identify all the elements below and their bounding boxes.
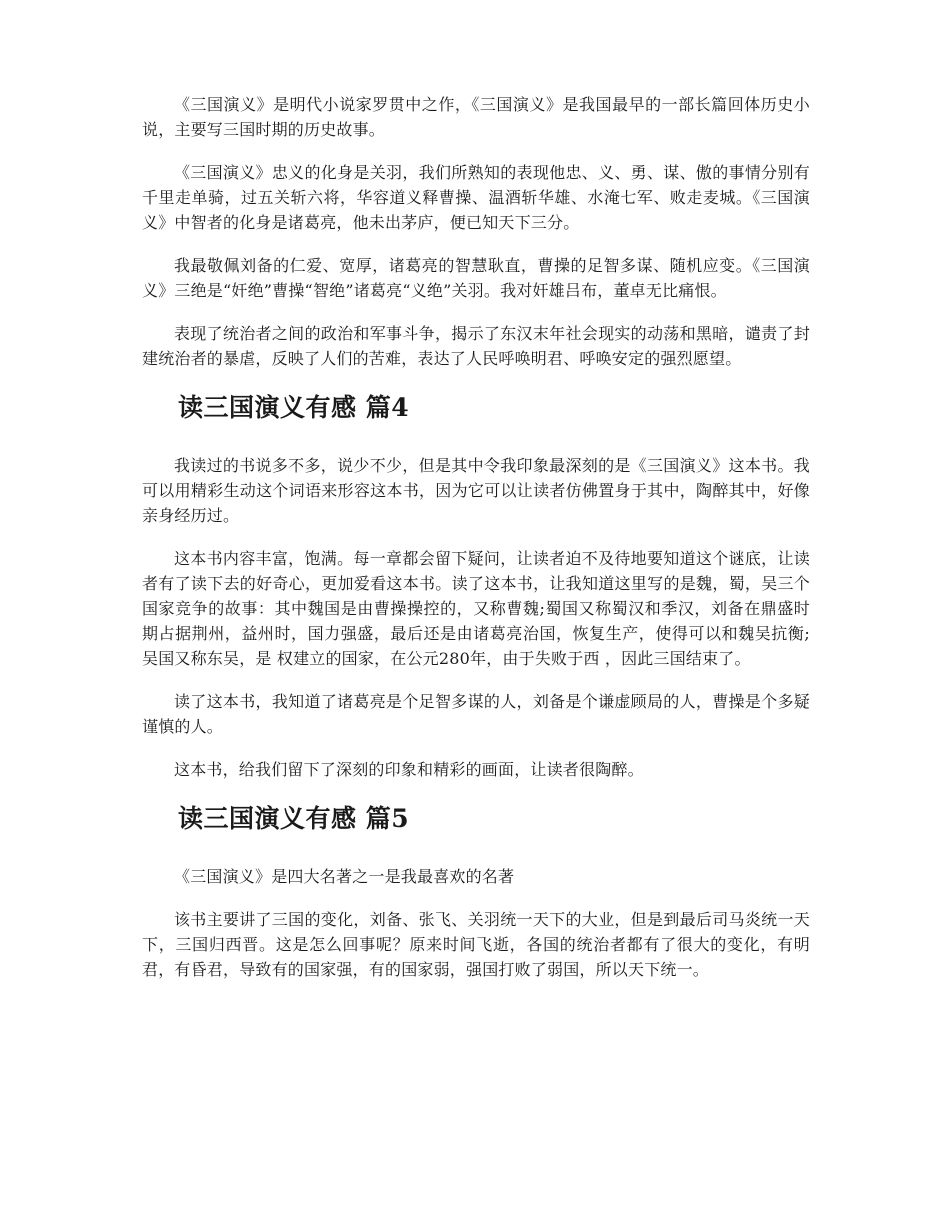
section-heading: 读三国演义有感 篇5 [178, 804, 410, 833]
paragraph: 我读过的书说多不多，说少不少，但是其中令我印象最深刻的是《三国演义》这本书。我可以用精彩生动这个词语来形容这本书，因为它可以让读者仿佛置身于其中，陶醉其中，好像亲身经历过。 [142, 456, 810, 525]
paragraph: 该书主要讲了三国的变化，刘备、张飞、关羽统一天下的大业，但是到最后司马炎统一天下，三国归西晋。这是怎么回事呢？原来时间飞逝，各国的统治者都有了很大的变化，有明君，有昏君，导致有的国家强，有的国家弱，强国打败了弱国，所以天下统一。 [142, 910, 810, 979]
paragraph: 表现了统治者之间的政治和军事斗争，揭示了东汉末年社会现实的动荡和黑暗，谴责了封建统治者的暴虐，反映了人们的苦难，表达了人民呼唤明君、呼唤安定的强烈愿望。 [142, 324, 810, 368]
paragraph: 《三国演义》是四大名著之一是我最喜欢的名著 [174, 867, 515, 886]
paragraph: 这本书内容丰富，饱满。每一章都会留下疑问，让读者迫不及待地要知道这个谜底，让读者有了读下去的好奇心，更加爱看这本书。读了这本书，让我知道这里写的是魏，蜀，吴三个国家竞争的故事：其中魏国是由曹操操控的，又称曹魏;蜀国又称蜀汉和季汉，刘备在鼎盛时期占据荆州，益州时，国力强盛，最后还是由诸葛亮治国，恢复生产，使得可以和魏吴抗衡;吴国又称东吴，是 权建立的国家，在公元280年，由于失败于西 ，因此三国结束了。 [142, 549, 810, 668]
paragraph: 读了这本书，我知道了诸葛亮是个足智多谋的人，刘备是个谦虚顾局的人，曹操是个多疑谨慎的人。 [142, 692, 810, 736]
paragraph: 这本书，给我们留下了深刻的印象和精彩的画面，让读者很陶醉。 [174, 760, 644, 779]
section-heading: 读三国演义有感 篇4 [178, 393, 410, 422]
paragraph: 《三国演义》忠义的化身是关羽，我们所熟知的表现他忠、义、勇、谋、傲的事情分别有千里走单骑，过五关斩六将，华容道义释曹操、温酒斩华雄、水淹七军、败走麦城。《三国演义》中智者的化身是诸葛亮，他未出茅庐，便已知天下三分。 [142, 163, 810, 232]
paragraph: 我最敬佩刘备的仁爱、宽厚，诸葛亮的智慧耿直，曹操的足智多谋、随机应变。《三国演义》三绝是“奸绝”曹操“智绝”诸葛亮“义绝”关羽。我对奸雄吕布，董卓无比痛恨。 [142, 256, 810, 300]
paragraph: 《三国演义》是明代小说家罗贯中之作，《三国演义》是我国最早的一部长篇回体历史小说，主要写三国时期的历史故事。 [142, 95, 810, 139]
document-page [142, 92, 810, 1000]
